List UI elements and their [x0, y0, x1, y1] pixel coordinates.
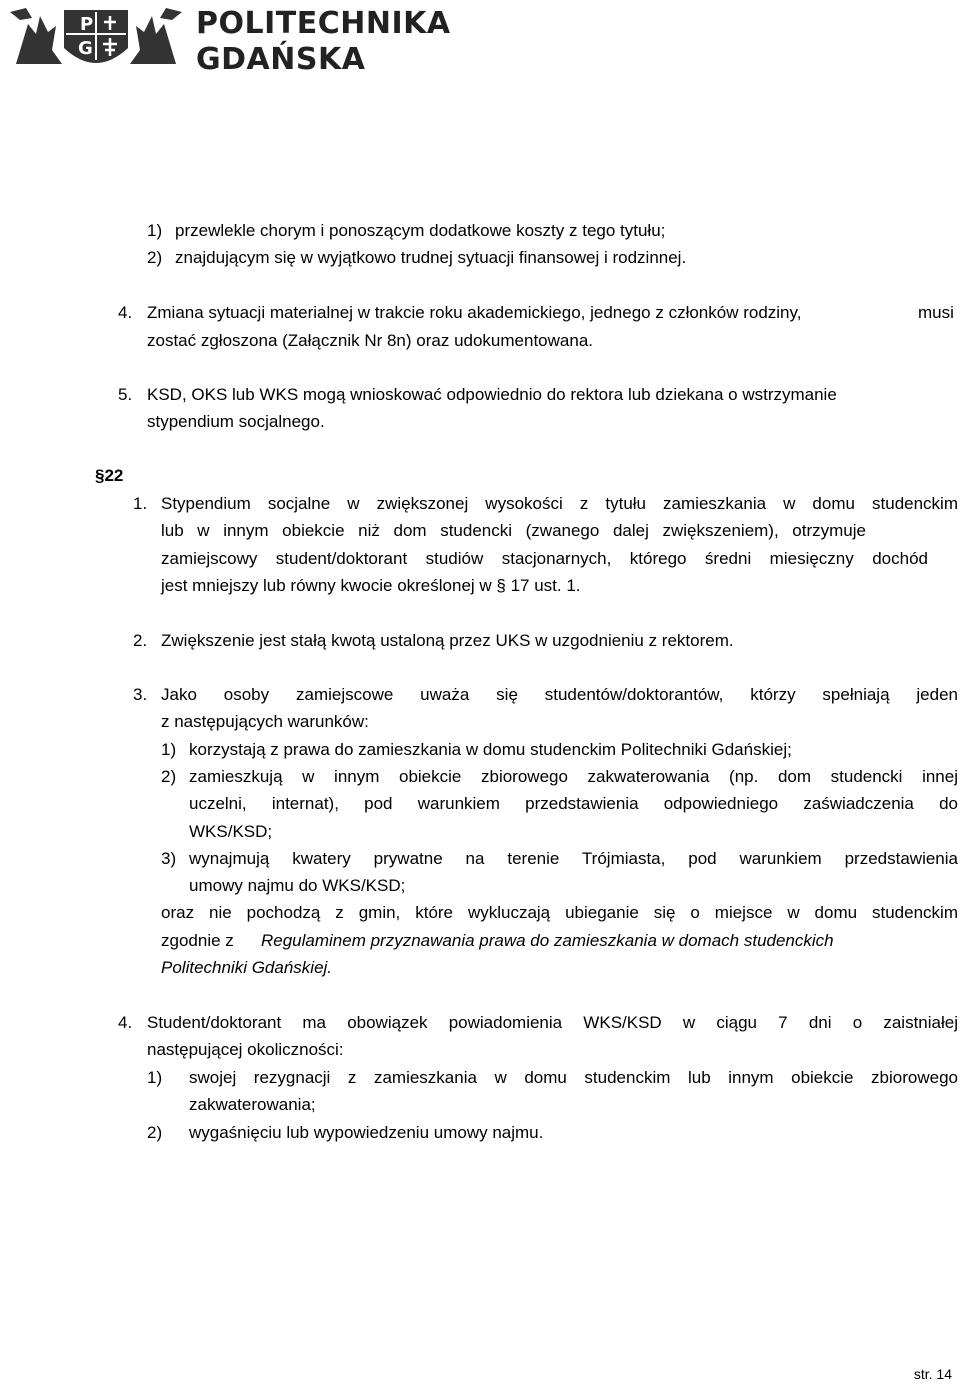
university-logo — [6, 4, 451, 77]
emblem-letter-g: G — [78, 38, 93, 59]
p1-line-1: Stypendium socjalne w zwiększonej wysokości z tytułu zamieszkania w domu studenckim — [161, 494, 958, 513]
p4-line-2: następującej okoliczności: — [147, 1040, 344, 1059]
p3-sub-3-line-1: wynajmują kwatery prywatne na terenie Trójmiasta, pod warunkiem przedstawienia — [189, 849, 958, 868]
p4-sub-1-line-2: zakwaterowania; — [189, 1095, 316, 1114]
item-4-line-2: zostać zgłoszona (Załącznik Nr 8n) oraz udokumentowana. — [147, 331, 593, 350]
p3-number: 3. — [133, 685, 148, 704]
p3-sub-2-line-1: zamieszkują w innym obiekcie zbiorowego zakwaterowania (np. dom studencki innej — [189, 767, 958, 786]
item-5-number: 5. — [118, 385, 133, 404]
item-4-number: 4. — [118, 303, 133, 322]
p3-line-1: Jako osoby zamiejscowe uważa się studentów/doktorantów, którzy spełniają jeden — [161, 685, 958, 704]
p3-closing-regulation-title: Regulaminem przyznawania prawa do zamieszkania w domach studenckich — [261, 931, 834, 950]
p3-sub-2-number: 2) — [161, 767, 177, 786]
p1-line-3: zamiejscowy student/doktorant studiów stacjonarnych, którego średni miesięczny dochód — [161, 549, 928, 568]
p2-number: 2. — [133, 631, 148, 650]
logo-line-2: GDAŃSKA — [196, 42, 366, 77]
p1-line-4: jest mniejszy lub równy kwocie określonej w § 17 ust. 1. — [161, 576, 581, 595]
page-number: str. 14 — [913, 1366, 952, 1382]
list-a-num-2: 2) — [147, 248, 163, 267]
p4-sub-1-line-1: swojej rezygnacji z zamieszkania w domu studenckim lub innym obiekcie zbiorowego — [189, 1068, 958, 1087]
p3-closing-line-1: oraz nie pochodzą z gmin, które wykluczają ubieganie się o miejsce w domu studenckim — [161, 903, 958, 922]
p4-sub-2-number: 2) — [147, 1123, 163, 1142]
section-sign: § — [95, 466, 105, 485]
p4-number: 4. — [118, 1013, 133, 1032]
p3-closing-line-3: Politechniki Gdańskiej. — [161, 958, 333, 977]
p4-sub-2-line-1: wygaśnięciu lub wypowiedzeniu umowy najmu. — [189, 1123, 544, 1142]
p3-sub-3-number: 3) — [161, 849, 177, 868]
item-5-line-1: KSD, OKS lub WKS mogą wnioskować odpowiednio do rektora lub dziekana o wstrzymanie — [147, 385, 837, 404]
griffin-emblem-icon — [6, 4, 186, 76]
p1-line-2: lub w innym obiekcie niż dom studencki (zwanego dalej zwiększeniem), otrzymuje — [161, 521, 866, 540]
p3-sub-1-number: 1) — [161, 740, 177, 759]
p2-text: Zwiększenie jest stałą kwotą ustaloną przez UKS w uzgodnieniu z rektorem. — [161, 631, 734, 650]
list-a-text-2: znajdującym się w wyjątkowo trudnej sytuacji finansowej i rodzinnej. — [175, 248, 687, 267]
emblem-letter-p: P — [80, 14, 94, 35]
p3-sub-2-line-2: uczelni, internat), pod warunkiem przedstawienia odpowiedniego zaświadczenia do — [189, 794, 958, 813]
list-a-text-1: przewlekle chorym i ponoszącym dodatkowe koszty z tego tytułu; — [175, 221, 666, 240]
p3-closing-line-2a: zgodnie z — [161, 931, 234, 950]
p4-line-1: Student/doktorant ma obowiązek powiadomienia WKS/KSD w ciągu 7 dni o zaistniałej — [147, 1013, 958, 1032]
item-5-line-2: stypendium socjalnego. — [147, 412, 325, 431]
p3-sub-2-line-3: WKS/KSD; — [189, 822, 273, 841]
list-a-num-1: 1) — [147, 221, 163, 240]
item-4-line-1-end: musi — [918, 303, 954, 322]
p3-line-2: z następujących warunków: — [161, 712, 369, 731]
p3-sub-3-line-2: umowy najmu do WKS/KSD; — [189, 876, 406, 895]
section-number: 22 — [104, 466, 124, 485]
section-heading — [95, 466, 123, 486]
item-4-line-1: Zmiana sytuacji materialnej w trakcie roku akademickiego, jednego z członków rodziny, — [147, 303, 802, 322]
p1-number: 1. — [133, 494, 148, 513]
p3-sub-1-line-1: korzystają z prawa do zamieszkania w domu studenckim Politechniki Gdańskiej; — [189, 740, 792, 759]
logo-line-1: POLITECHNIKA — [196, 6, 451, 41]
p4-sub-1-number: 1) — [147, 1068, 163, 1087]
